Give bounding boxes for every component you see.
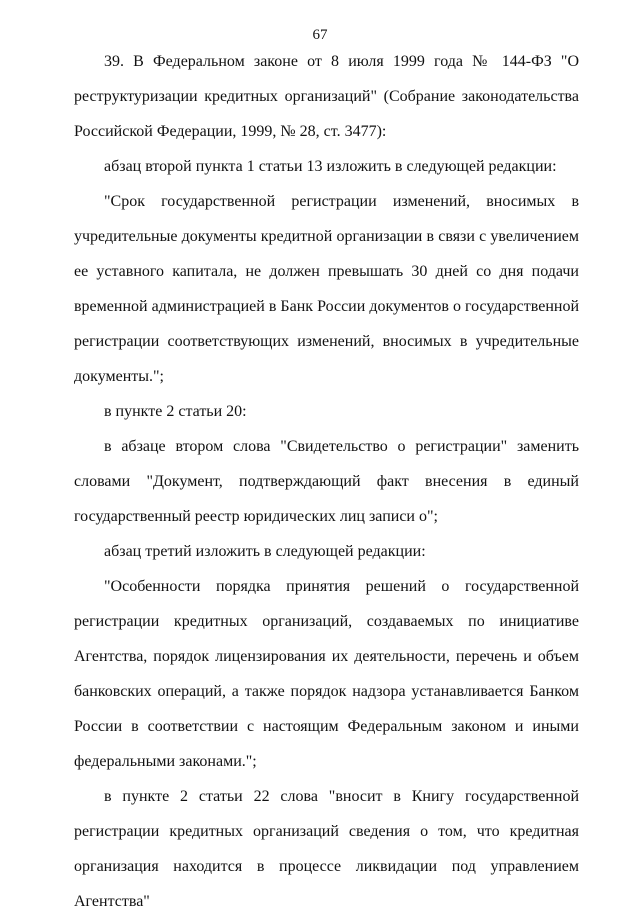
page-number: 67 bbox=[312, 27, 328, 43]
paragraph-article-20-instruction: абзац третий изложить в следующей редакции: bbox=[104, 543, 426, 560]
paragraph-article-20-replacement: в абзаце втором слова "Свидетельство о регистрации" заменить словами "Документ, подтверждающий факт внесения в единый государственный реестр юридических лиц записи о"; bbox=[74, 438, 579, 525]
paragraph-article-22-instruction: в пункте 2 статьи 22 слова "вносит в Книгу государственной регистрации кредитных организаций сведения о том, что кредитная организация находится в процессе ликвидации под управлением Агентства" bbox=[74, 788, 579, 910]
paragraph-article-20-text: "Особенности порядка принятия решений о государственной регистрации кредитных организаций, создаваемых по инициативе Агентства, порядок лицензирования их деятельности, перечень и объем банковских операций, а также порядок надзора устанавливается Банком России в соответствии с настоящим Федеральным законом и иными федеральными законами."; bbox=[74, 578, 579, 770]
paragraph-article-13-instruction: абзац второй пункта 1 статьи 13 изложить в следующей редакции: bbox=[104, 158, 557, 175]
document-body bbox=[74, 44, 579, 919]
paragraph-article-20-heading: в пункте 2 статьи 20: bbox=[104, 403, 247, 420]
paragraph-amendment-intro: 39. В Федеральном законе от 8 июля 1999 года № 144-ФЗ "О реструктуризации кредитных организаций" (Собрание законодательства Российской Федерации, 1999, № 28, ст. 3477): bbox=[74, 53, 579, 140]
paragraph-article-13-text: "Срок государственной регистрации изменений, вносимых в учредительные документы кредитной организации в связи с увеличением ее уставного капитала, не должен превышать 30 дней со дня подачи временной администрацией в Банк России документов о государственной регистрации соответствующих изменений, вносимых в учредительные документы."; bbox=[74, 193, 579, 385]
